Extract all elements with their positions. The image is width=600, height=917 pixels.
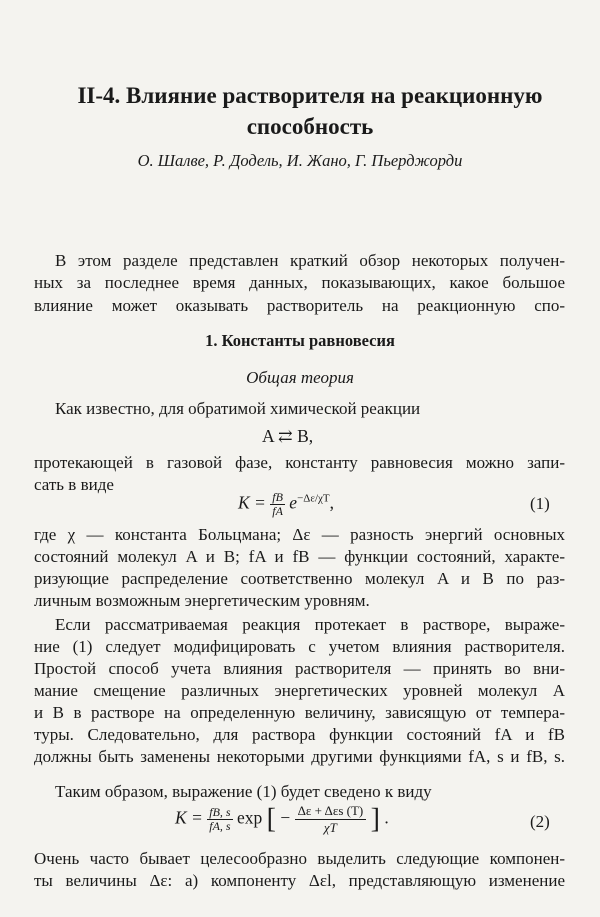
body-para-4-line-1: Если рассматриваемая реакция протекает в растворе, выраже-	[55, 615, 565, 634]
eq1-tail: ,	[329, 492, 334, 513]
body-para-3-line-1: где χ — константа Больцмана; Δε — разность энергий основных	[34, 525, 565, 544]
body-para-3-line-3: ризующие распределение соответственно молекул A и B по раз-	[34, 569, 565, 588]
eq2-exp: exp	[236, 807, 263, 828]
equation-1	[238, 491, 334, 518]
eq2-denominator: fA, s	[209, 819, 231, 833]
eq2-inner-fraction	[295, 803, 367, 836]
body-para-4-line-4: мание смещение различных энергетических уровней молекул A	[34, 681, 565, 700]
body-para-4-line-6: туры. Следовательно, для раствора функции состояний fA и fB	[34, 725, 565, 744]
body-para-4-line-7: должны быть заменены некоторыми другими функциями fA, s и fB, s.	[34, 747, 565, 766]
reaction-formula: A ⇄ B,	[262, 426, 314, 446]
eq2-fraction	[207, 806, 232, 833]
eq1-denominator: fA	[272, 504, 283, 518]
body-para-4-line-2: ние (1) следует модифицировать с учетом влияния растворителя.	[34, 637, 565, 656]
body-para-6-line-1: Очень часто бывает целесообразно выделить следующие компонен-	[34, 849, 565, 868]
body-para-3-line-4: личным возможным энергетическим уровням.	[34, 591, 370, 610]
subsection-heading: Общая теория	[246, 368, 354, 387]
eq1-exponent: −Δε/χT	[297, 492, 330, 505]
eq2-minus: −	[280, 807, 291, 828]
eq1-numerator: fB	[272, 490, 283, 504]
eq2-numerator: fB, s	[209, 805, 231, 819]
body-para-1: Как известно, для обратимой химической реакции	[55, 399, 421, 418]
body-para-4-line-5: и B в растворе на определенную величину, зависящую от темпера-	[34, 703, 565, 722]
eq2-right-bracket: ]	[370, 803, 380, 835]
body-para-4-line-3: Простой способ учета влияния растворителя — принять во вни-	[34, 659, 565, 678]
body-para-2-line-1: протекающей в газовой фазе, константу равновесия можно запи-	[34, 453, 565, 472]
authors-line: О. Шалве, Р. Додель, И. Жано, Г. Пьерджорди	[137, 151, 463, 170]
eq2-inner-numerator: Δε + Δεs (T)	[295, 803, 367, 820]
equation-2: K = $\frac{fB, s}{fA, s}$ exp [ − $\frac{\text{Δε + Δεs (T)}}{\chi T}$ ] .	[175, 803, 389, 835]
body-para-3-line-2: состояний молекул A и B; fA и fB — функции состояний, характе-	[34, 547, 565, 566]
equation-2-number: (2)	[530, 812, 550, 831]
body-para-5: Таким образом, выражение (1) будет сведено к виду	[55, 782, 432, 801]
eq1-fraction	[270, 491, 285, 518]
body-para-2-line-2: сать в виде	[34, 475, 114, 494]
eq1-lhs: K =	[238, 492, 266, 513]
intro-line-3: влияние может оказывать растворитель на реакционную спо-	[34, 296, 565, 315]
body-para-6-line-2: ты величины Δε: а) компоненту Δεl, представляющую изменение	[34, 871, 565, 890]
eq2-left-bracket: [	[266, 803, 276, 835]
equation-1-number: (1)	[530, 494, 550, 513]
section-title: II-4. Влияние растворителя на реакционную способность	[77, 83, 543, 139]
eq2-lhs: K =	[175, 807, 203, 828]
eq2-inner-denominator: χT	[323, 820, 337, 835]
intro-line-2: ных за последнее время данных, показывающих, какое большое	[34, 273, 565, 292]
eq1-exp-base: e	[289, 492, 298, 513]
section-heading: 1. Константы равновесия	[205, 331, 395, 350]
intro-line-1: В этом разделе представлен краткий обзор некоторых получен-	[55, 251, 565, 270]
